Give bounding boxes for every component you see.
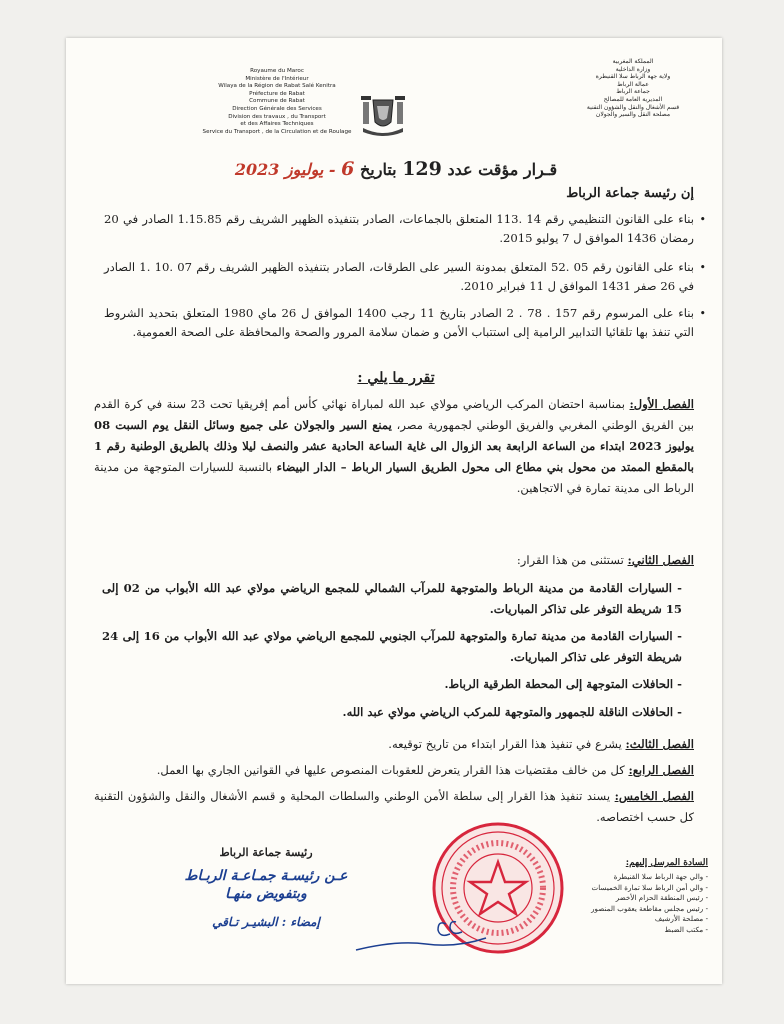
recipient-item: - رئيس المنطقة الحزام الأخضر (615, 893, 708, 902)
ar-line: ولاية جهة الرباط سلا القنيطرة (595, 73, 671, 81)
fr-line: Préfecture de Rabat (249, 90, 305, 97)
signature-line: وبتفويض منهـا (225, 886, 307, 902)
recipient-item: - والي جهة الرباط سلا القنيطرة (613, 872, 708, 881)
consideration-item: • بناء على القانون رقم 05 .52 المتعلق بمدونة السير على الطرقات، الصادر بتنفيذه الظهير الشريف رقم 07 .10 .1 الصادر في 26 صفر 1431 الموافق ل 11 فبراير 2010. (104, 258, 694, 296)
article-label: الفصل الثاني: (627, 553, 694, 567)
consideration-item: • بناء على المرسوم رقم 157 . 78 . 2 الصادر بتاريخ 11 رجب 1400 الموافق ل 26 ماي 1980 المتعلق بتحديد الشروط التي تنفذ بها تلقائيا التدابير الرامية إلى استتباب الأمن و ضمان سلامة المرور والصحة والمحافظة على الصحة العمومية. (104, 304, 694, 342)
article-label: الفصل الخامس: (614, 789, 694, 803)
document-page (66, 38, 722, 984)
signature-name: إمضاء : البشيـر تـاقي (212, 915, 320, 929)
consideration-item: • بناء على القانون التنظيمي رقم 14 .113 المتعلق بالجماعات، الصادر بتنفيذه الظهير الشريف رقم 1.15.85 الصادر في 20 رمضان 1436 الموافق ل 7 يوليو 2015. (104, 210, 694, 248)
article-5 (94, 786, 694, 828)
recipient-item: - والي أمن الرباط سلا تمارة الخميسات (591, 882, 708, 892)
article-text: يشرع في تنفيذ هذا القرار ابتداء من تاريخ توقيعه. (388, 737, 626, 751)
ar-line: وزارة الداخلية (615, 65, 651, 73)
article-bold-text: يمنع السير والجولان على جميع وسائل النقل يوم السبت 08 يوليوز 2023 ابتداء من الساعة الرابعة بعد الزوال الى غاية الساعة الحادية عشر والنصف ليلا وذلك بالطريق الوطنية رقم 1 بالمقطع الممتد من محول بني مطاع الى محول الطريق السيار الرباط – الدار البيضاء (94, 418, 695, 474)
fr-line: Service du Transport , de la Circulation et de Roulage (202, 128, 352, 135)
recipient-item: - مكتب الضبط (664, 924, 708, 934)
signature-title: رئيسة جماعة الرباط (219, 846, 313, 859)
article-1 (94, 394, 694, 499)
handwritten-signature-icon (346, 910, 496, 960)
fr-line: Royaume du Maroc (250, 68, 304, 74)
fr-line: Direction Générale des Services (232, 105, 322, 112)
fr-line: Commune de Rabat (249, 98, 305, 105)
recipient-item: - مصلحة الأرشيف (654, 914, 708, 923)
recipient-item: - رئيس مجلس مقاطعة يعقوب المنصور (591, 903, 708, 913)
handwritten-date: - يوليوز 2023 (234, 160, 336, 179)
ar-line: جماعة الرباط (616, 88, 650, 96)
article-label: الفصل الأول: (629, 397, 695, 411)
fr-line: Division des travaux , du Transport (228, 113, 326, 120)
signature-line: عـن رئيسـة جمـاعـة الربـاط (184, 868, 348, 884)
coat-of-arms-icon (357, 92, 409, 140)
fr-line: Ministère de l'Intérieur (245, 75, 309, 82)
exception-item: - السيارات القادمة من مدينة الرباط والمتوجهة للمرآب الشمالي للمجمع الرياضي مولاي عبد الله الأبواب من 02 إلى 15 شريطة التوفر على تذاكر المباريات. (102, 581, 682, 616)
fr-line: et des Affaires Techniques (240, 121, 314, 128)
article-text: تستثنى من هذا القرار: (516, 553, 628, 567)
ar-line: عمالة الرباط (617, 80, 649, 88)
article-label: الفصل الثالث: (625, 737, 694, 751)
article-text: بالنسبة للسيارات المتوجهة من مدينة الرباط الى مدينة تمارة في الاتجاهين. (94, 460, 694, 495)
title-text: قـرار مؤقت عدد (447, 160, 558, 179)
exception-item: - الحافلات الناقلة للجمهور والمتوجهة للمركب الرياضي مولاي عبد الله. (342, 705, 682, 719)
decision-number: 129 (402, 158, 442, 180)
ar-line: قسم الأشغال والنقل والشؤون التقنية (586, 103, 680, 111)
handwritten-day: 6 (341, 158, 355, 180)
title-date-word: بتاريخ (359, 160, 397, 179)
article-text: بمناسبة احتضان المركب الرياضي مولاي عبد الله لمباراة نهائي كأس أمم إفريقيا تحت 23 سنة في كرة القدم بين الفريق الوطني المغربي والفريق الوطني لجمهورية مصر، (94, 397, 694, 432)
arabic-header (558, 58, 708, 119)
fr-line: Wilaya de la Région de Rabat Salé Kenitra (218, 83, 336, 90)
article-4 (94, 760, 694, 781)
ar-line: المديرية العامة للمصالح (603, 95, 663, 103)
ar-line: المملكة المغربية (612, 58, 654, 65)
article-text: كل من خالف مقتضيات هذا القرار يتعرض للعقوبات المنصوص عليها في القوانين الجاري بها العمل. (156, 763, 629, 777)
exception-item: - السيارات القادمة من مدينة تمارة والمتوجهة للمرآب الجنوبي للمجمع الرياضي مولاي عبد الله الأبواب من 16 إلى 24 شريطة التوفر على تذاكر المباريات. (102, 629, 682, 664)
recipients-list (548, 858, 708, 935)
article-2 (94, 550, 694, 571)
article-text: يسند تنفيذ هذا القرار إلى سلطة الأمن الوطني والسلطات المحلية و قسم الأشغال والنقل والشؤون التقنية كل حسب اختصاصه. (94, 789, 694, 824)
article-label: الفصل الرابع: (628, 763, 694, 777)
ar-line: مصلحة النقل والسير والجولان (595, 111, 671, 119)
exception-item: - الحافلات المتوجهة إلى المحطة الطرقية الرباط. (444, 677, 682, 691)
recipients-title: السادة المرسل إليهم: (625, 858, 708, 868)
addressee: إن رئيسة جماعة الرباط (566, 186, 694, 201)
decision-title (196, 158, 596, 180)
article-3 (94, 734, 694, 755)
decides-heading: تقرر ما يلي : (357, 370, 435, 386)
signature-block (156, 846, 376, 931)
